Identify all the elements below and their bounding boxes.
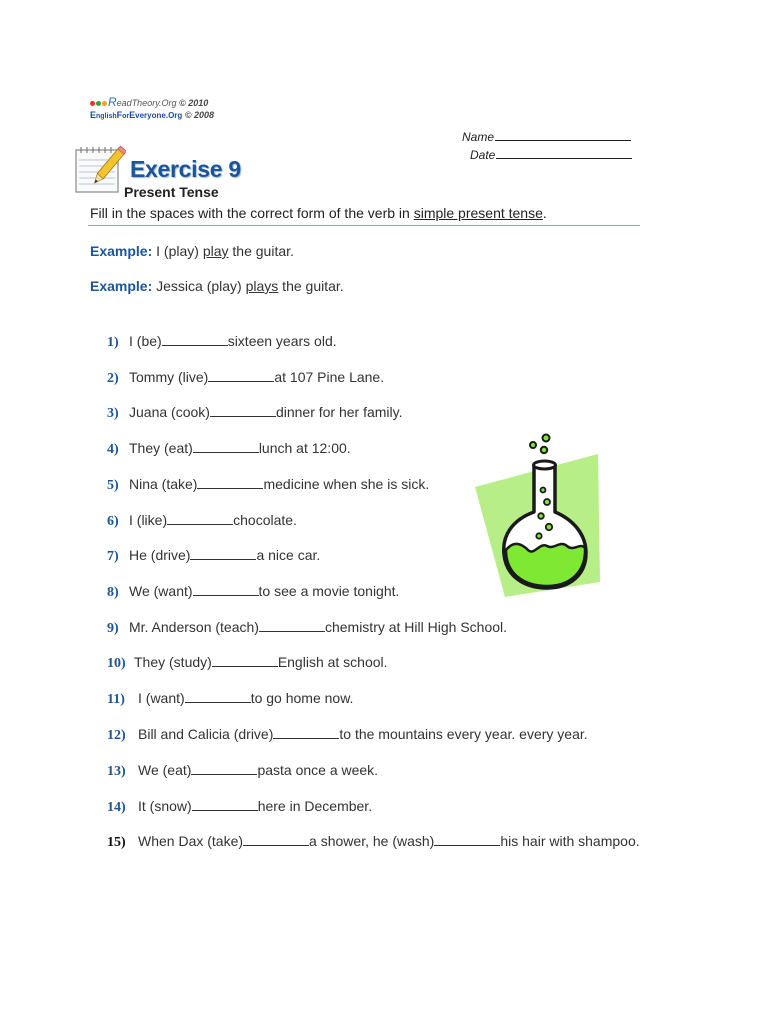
date-field[interactable] [470, 146, 632, 162]
answer-blank[interactable] [243, 832, 309, 846]
answer-blank[interactable] [167, 511, 233, 525]
question-12: 12) Bill and Calicia (drive) to the mountains every year. every year. [107, 726, 588, 743]
answer-blank[interactable] [259, 618, 325, 632]
answer-blank[interactable] [212, 653, 278, 667]
answer-blank[interactable] [197, 475, 263, 489]
date-label: Date [470, 148, 496, 162]
answer-blank[interactable] [273, 725, 339, 739]
instructions: Fill in the spaces with the correct form of the verb in simple present tense. [90, 205, 547, 221]
question-11: 11) I (want) to go home now. [107, 690, 354, 707]
example-1: Example: I (play) play the guitar. [90, 243, 294, 259]
question-13: 13) We (eat) pasta once a week. [107, 762, 379, 779]
answer-blank[interactable] [193, 439, 259, 453]
question-10: 10) They (study) English at school. [107, 654, 388, 671]
question-14: 14) It (snow) here in December. [107, 798, 373, 815]
answer-blank[interactable] [190, 546, 256, 560]
answer-blank[interactable] [193, 582, 259, 596]
logo-dot-icon [102, 101, 107, 106]
name-line[interactable] [495, 128, 631, 141]
name-label: Name [462, 130, 495, 144]
question-3: 3) Juana (cook) dinner for her family. [107, 404, 403, 421]
question-8: 8) We (want) to see a movie tonight. [107, 583, 400, 600]
question-5: 5) Nina (take) medicine when she is sick. [107, 476, 430, 493]
answer-blank[interactable] [434, 832, 500, 846]
answer-blank[interactable] [162, 332, 228, 346]
question-9: 9) Mr. Anderson (teach) chemistry at Hill High School. [107, 619, 508, 636]
answer-blank[interactable] [191, 761, 257, 775]
answer-blank[interactable] [208, 368, 274, 382]
exercise-title: Exercise 9 [130, 156, 241, 182]
question-4: 4) They (eat) lunch at 12:00. [107, 440, 351, 457]
notepad-pencil-icon [74, 143, 126, 195]
englishforeveryone-logo: EnglishForEveryone.Org © 2008 [90, 110, 214, 120]
question-15: 15) When Dax (take) a shower, he (wash) his hair with shampoo. [107, 833, 640, 850]
question-7: 7) He (drive) a nice car. [107, 547, 321, 564]
question-2: 2) Tommy (live) at 107 Pine Lane. [107, 369, 385, 386]
header-divider [88, 225, 640, 226]
readtheory-logo: ReadTheory.Org © 2010 [90, 95, 208, 109]
name-field[interactable] [462, 128, 631, 144]
answer-blank[interactable] [192, 797, 258, 811]
question-1: 1) I (be) sixteen years old. [107, 333, 337, 350]
question-6: 6) I (like) chocolate. [107, 512, 297, 529]
example-2: Example: Jessica (play) plays the guitar. [90, 278, 344, 294]
logo-dot-icon [96, 101, 101, 106]
date-line[interactable] [496, 146, 632, 159]
chemistry-flask-icon [470, 432, 605, 597]
answer-blank[interactable] [185, 689, 251, 703]
logo-dot-icon [90, 101, 95, 106]
exercise-subtitle: Present Tense [124, 184, 219, 200]
answer-blank[interactable] [210, 403, 276, 417]
